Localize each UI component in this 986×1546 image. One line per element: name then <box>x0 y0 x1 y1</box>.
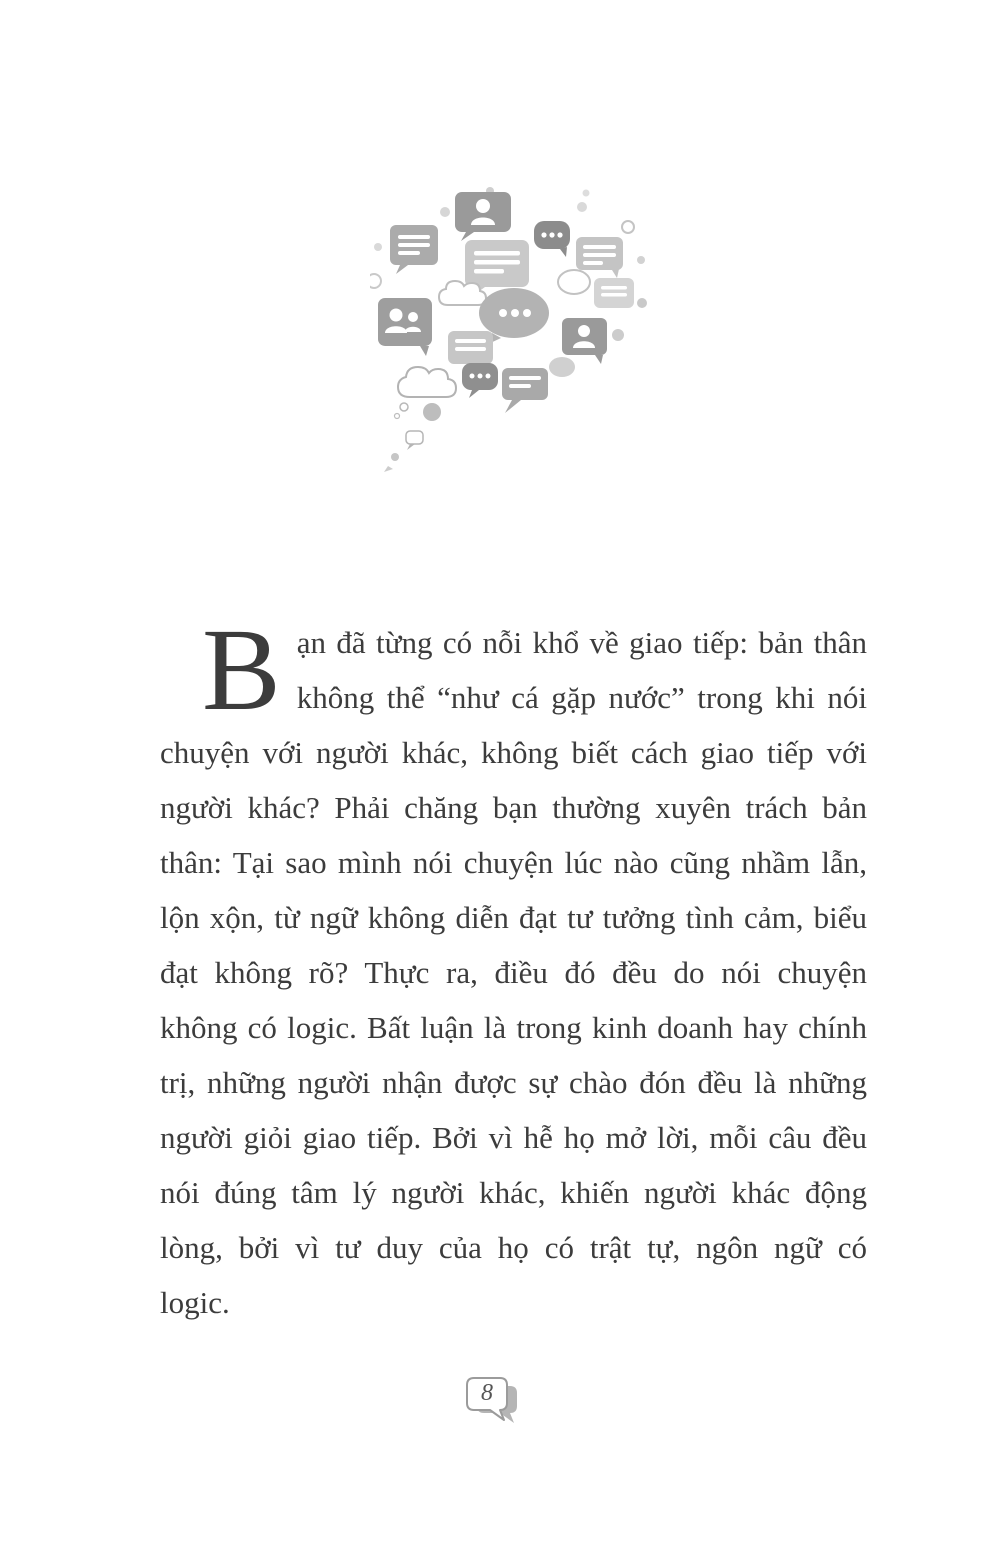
paragraph <box>160 604 867 1330</box>
page-number-bubble <box>462 1374 524 1428</box>
drop-cap: B <box>202 604 281 735</box>
speech-bubble-collage-icon <box>370 185 670 475</box>
page-number: 8 <box>481 1380 493 1406</box>
speech-bubble-cloud-illustration <box>370 185 670 475</box>
paragraph-text: ạn đã từng có nỗi khổ về giao tiếp: bản thân không thể “như cá gặp nước” trong khi nói chuyện với người khác, không biết cách giao tiếp với người khác? Phải chăng bạn thường xuyên trách bản thân: Tại sao mình nói chuyện lúc nào cũng nhầm lẫn, lộn xộn, từ ngữ không diễn đạt tư tưởng tình cảm, biểu đạt không rõ? Thực ra, điều đó đều do nói chuyện không có logic. Bất luận là trong kinh doanh hay chính trị, những người nhận được sự chào đón đều là những người giỏi giao tiếp. Bởi vì hễ họ mở lời, mỗi câu đều nói đúng tâm lý người khác, khiến người khác động lòng, bởi vì tư duy của họ có trật tự, ngôn ngữ có logic. <box>160 625 867 1320</box>
page-footer <box>0 1374 986 1428</box>
